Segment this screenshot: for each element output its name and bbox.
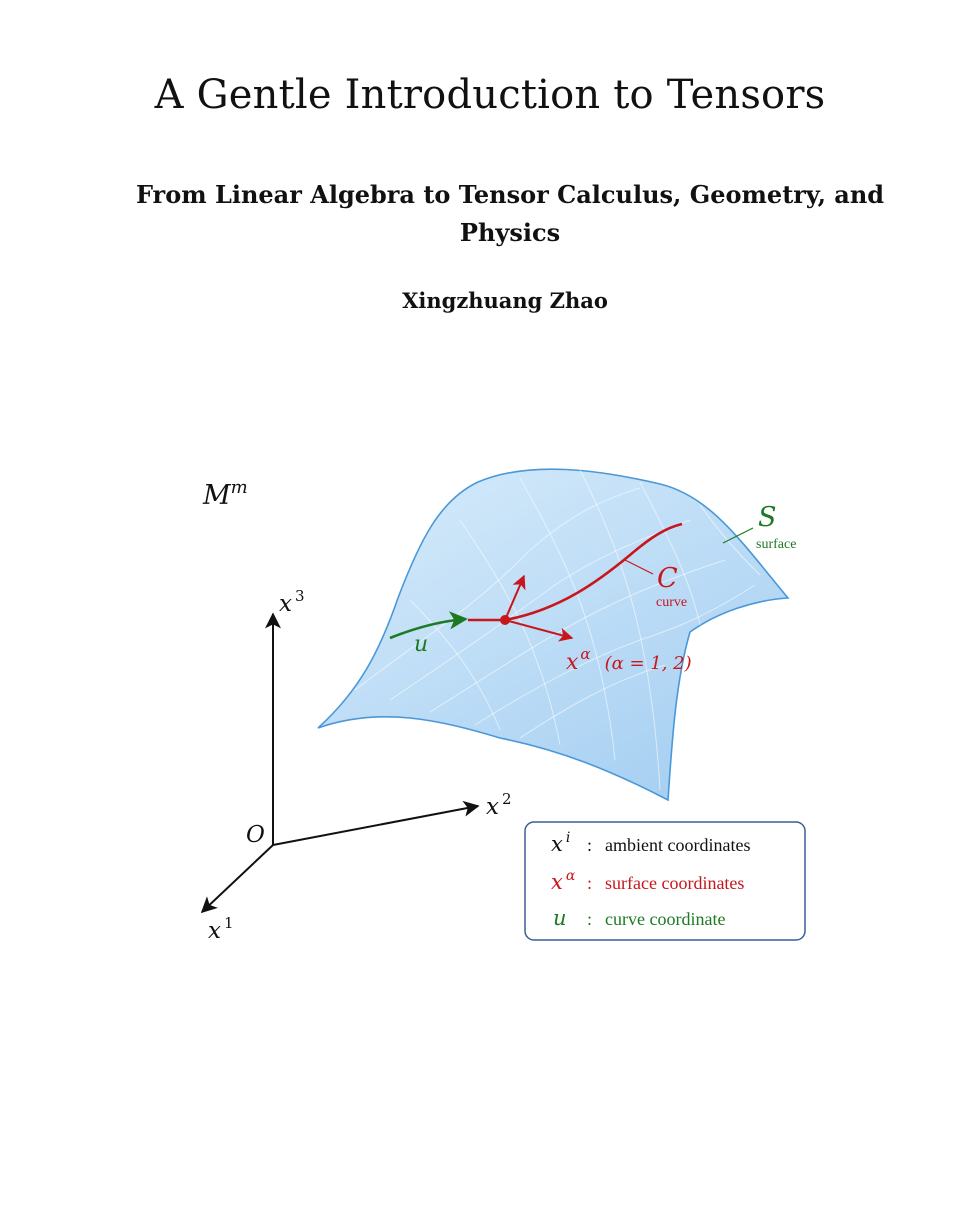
svg-text:ambient coordinates: ambient coordinates [605, 835, 751, 855]
origin-label: O [246, 822, 265, 848]
surface-symbol: S [758, 502, 777, 533]
curve-point [500, 615, 510, 625]
svg-text::: : [587, 909, 593, 929]
svg-text::: : [587, 835, 593, 855]
svg-text::: : [587, 873, 593, 893]
svg-text:surface coordinates: surface coordinates [605, 873, 745, 893]
svg-text:xi: x $^i$ [551, 830, 571, 856]
svg-text:u: u [553, 906, 567, 930]
axis-x1-label: x $^1$ [208, 914, 234, 944]
axis-x3-label: x $^3$ [279, 587, 305, 617]
axis-x2-label: x $^2$ [486, 790, 512, 820]
surface-patch [318, 469, 788, 800]
curve-param-label: u [414, 632, 429, 657]
svg-text:curve coordinate: curve coordinate [605, 909, 726, 929]
document-subtitle: From Linear Algebra to Tensor Calculus, Geometry, and Physics [135, 180, 885, 247]
manifold-label: $M^m$ [203, 477, 248, 511]
document-author: Xingzhuang Zhao [402, 288, 608, 313]
svg-text:xα: x $^\alpha$ [551, 868, 576, 894]
surface-word: surface [756, 537, 797, 552]
document-title: A Gentle Introduction to Tensors [154, 72, 826, 118]
legend-box [525, 822, 805, 940]
curve-word: curve [656, 595, 688, 610]
curve-symbol: C [657, 563, 678, 594]
surface-coord-label: x $^\alpha$ $_{(\alpha = 1, 2)}$ [566, 645, 692, 675]
